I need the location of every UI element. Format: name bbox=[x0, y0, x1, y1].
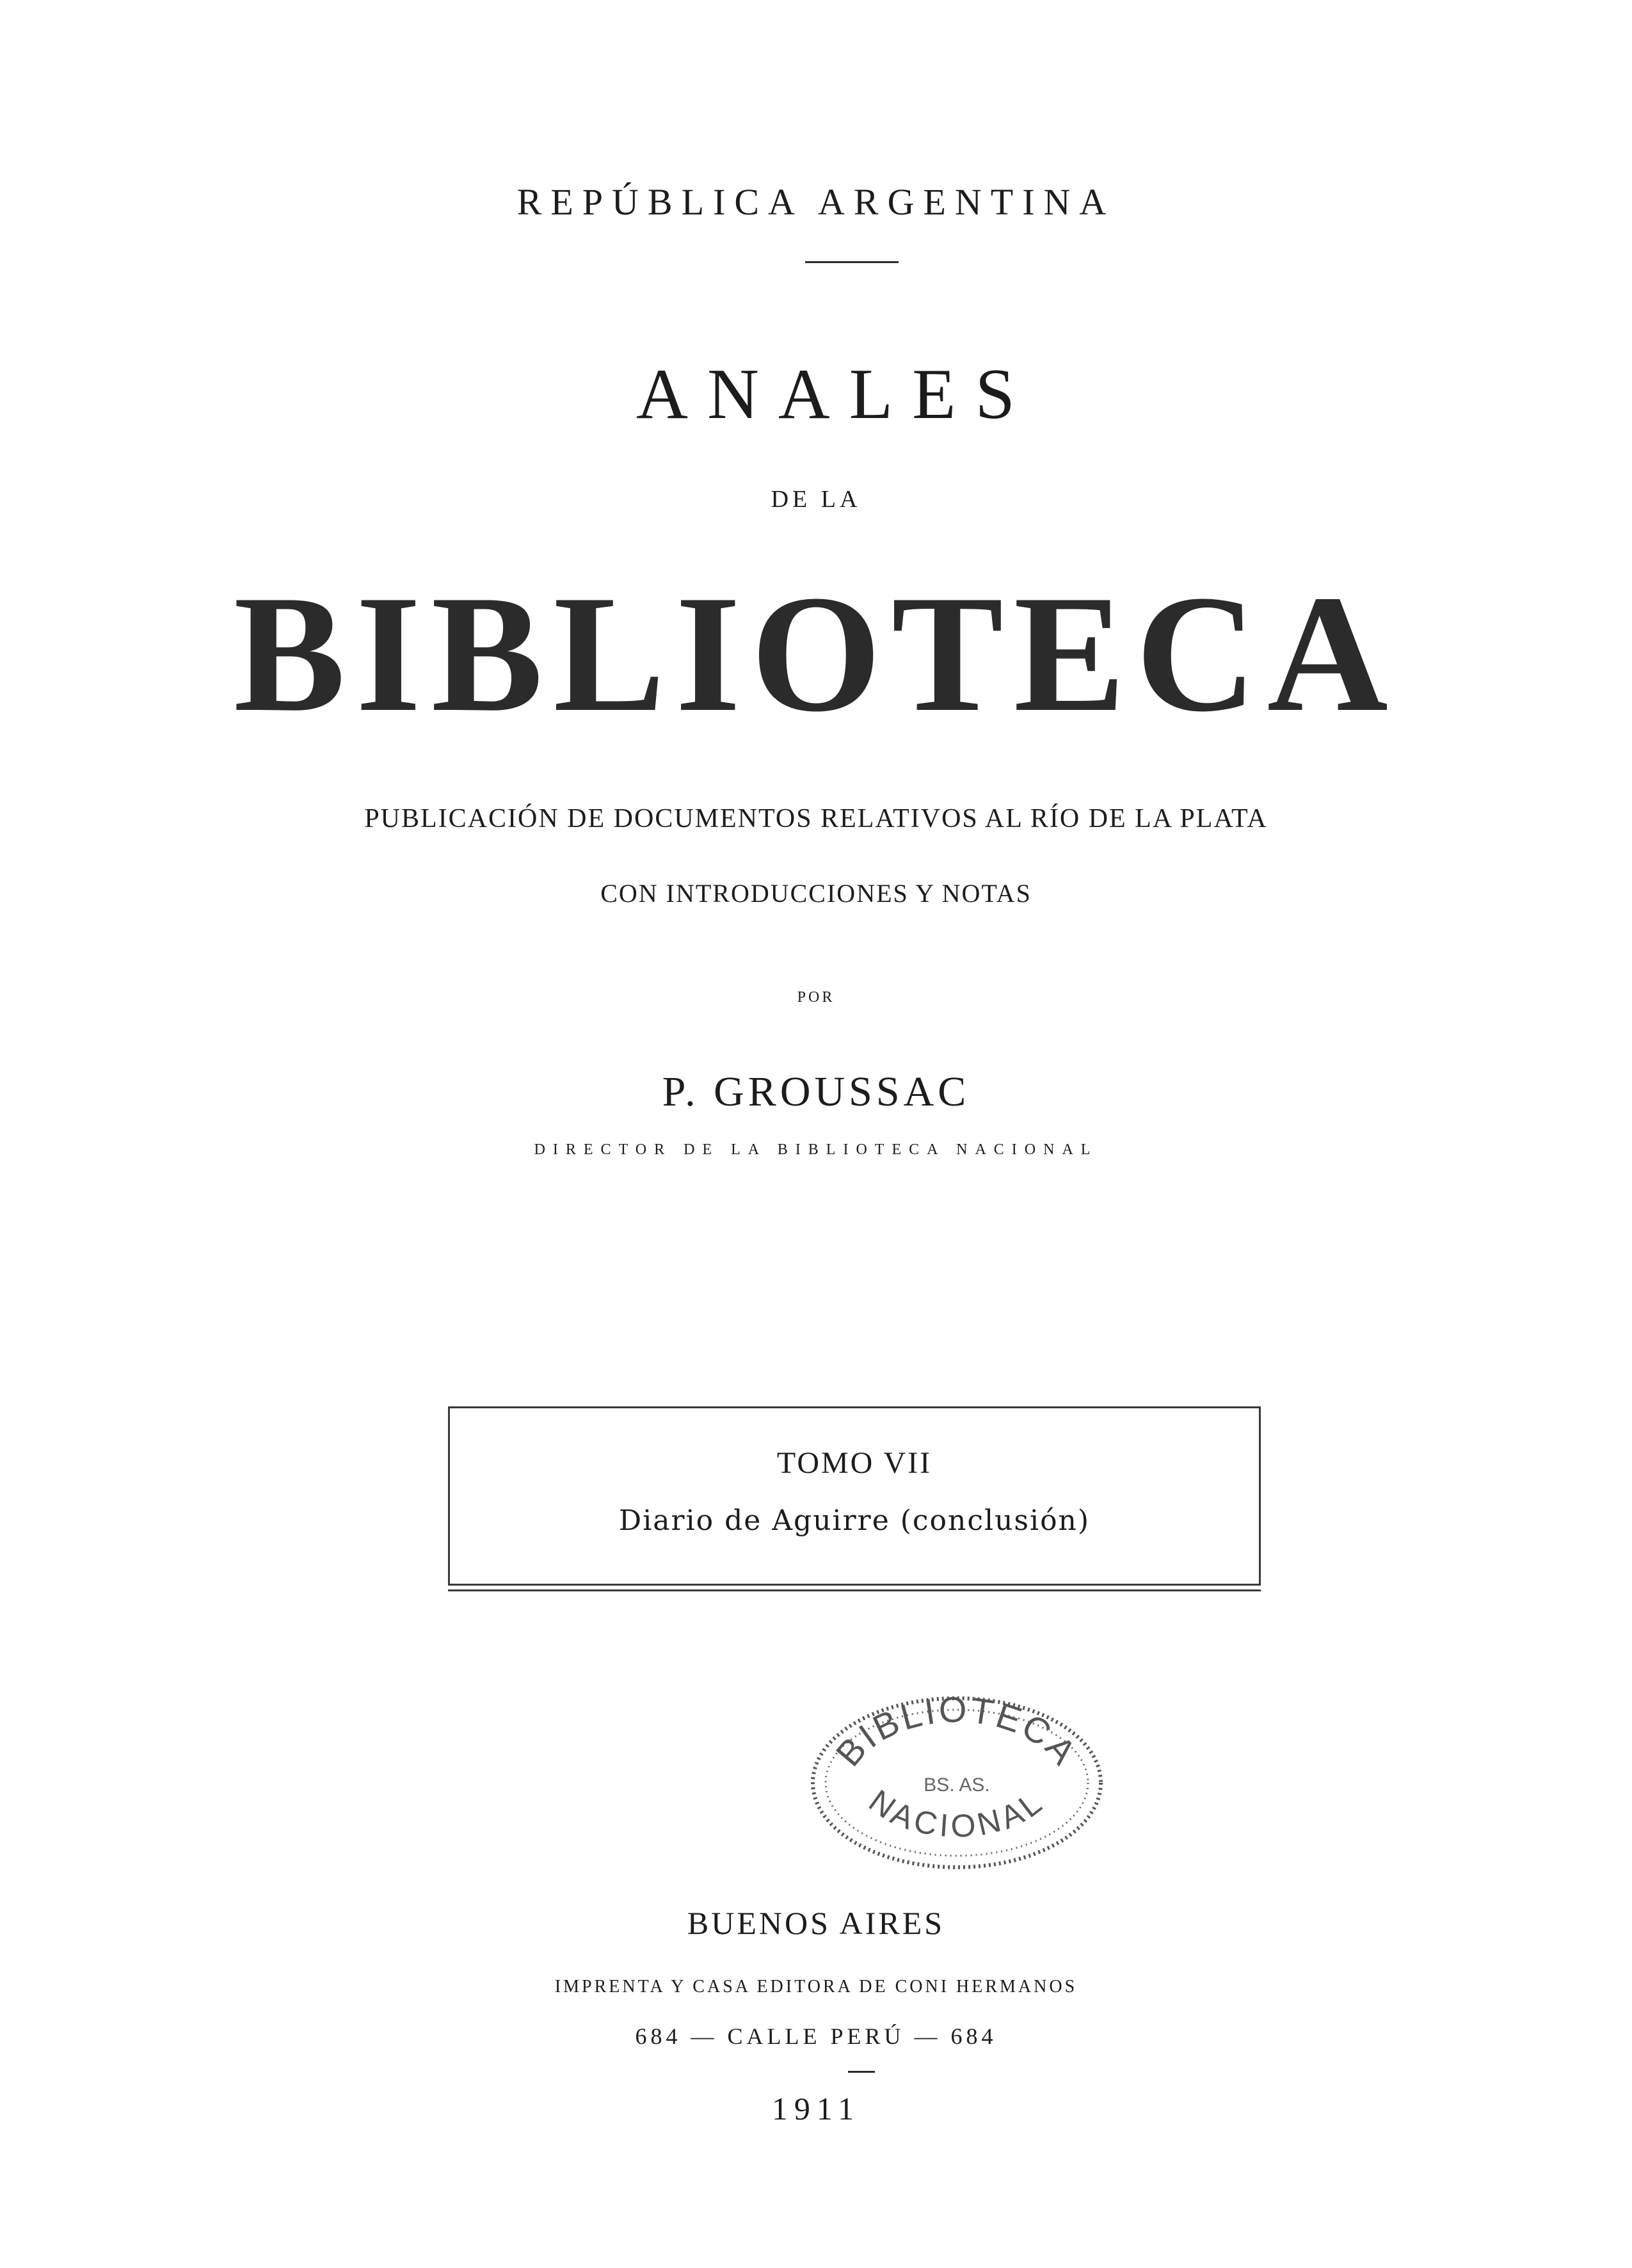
main-title: BIBLIOTECA bbox=[234, 561, 1398, 746]
imprint-year: 1911 bbox=[771, 2091, 861, 2127]
bottom-divider bbox=[848, 2071, 875, 2073]
stamp-middle-text: BS. AS. bbox=[924, 1774, 990, 1796]
library-stamp-icon bbox=[803, 1690, 1110, 1876]
svg-text:BIBLIOTECA bbox=[828, 1690, 1086, 1774]
imprint-printer: IMPRENTA Y CASA EDITORA DE CONI HERMANOS bbox=[554, 1977, 1078, 1997]
imprint-city: BUENOS AIRES bbox=[687, 1905, 945, 1941]
author-name: P. GROUSSAC bbox=[662, 1068, 970, 1115]
description-line-1: PUBLICACIÓN DE DOCUMENTOS RELATIVOS AL RÍO DE LA PLATA bbox=[364, 804, 1268, 833]
volume-box-underline bbox=[448, 1589, 1261, 1591]
author-by: POR bbox=[797, 989, 835, 1006]
volume-title: TOMO VII bbox=[776, 1446, 932, 1480]
top-divider bbox=[805, 261, 899, 263]
title-connector: DE LA bbox=[771, 486, 861, 513]
volume-subtitle: Diario de Aguirre (conclusión) bbox=[618, 1504, 1091, 1537]
country-heading: REPÚBLICA ARGENTINA bbox=[516, 181, 1116, 223]
description-line-2: CON INTRODUCCIONES Y NOTAS bbox=[600, 879, 1032, 908]
stamp-top-text: BIBLIOTECA bbox=[828, 1690, 1086, 1774]
stamp-bottom-text: NACIONAL bbox=[862, 1782, 1052, 1845]
author-role: DIRECTOR DE LA BIBLIOTECA NACIONAL bbox=[534, 1141, 1098, 1158]
imprint-address: 684 — CALLE PERÚ — 684 bbox=[635, 2023, 997, 2049]
volume-box bbox=[448, 1406, 1261, 1586]
series-title: ANALES bbox=[636, 355, 1034, 434]
